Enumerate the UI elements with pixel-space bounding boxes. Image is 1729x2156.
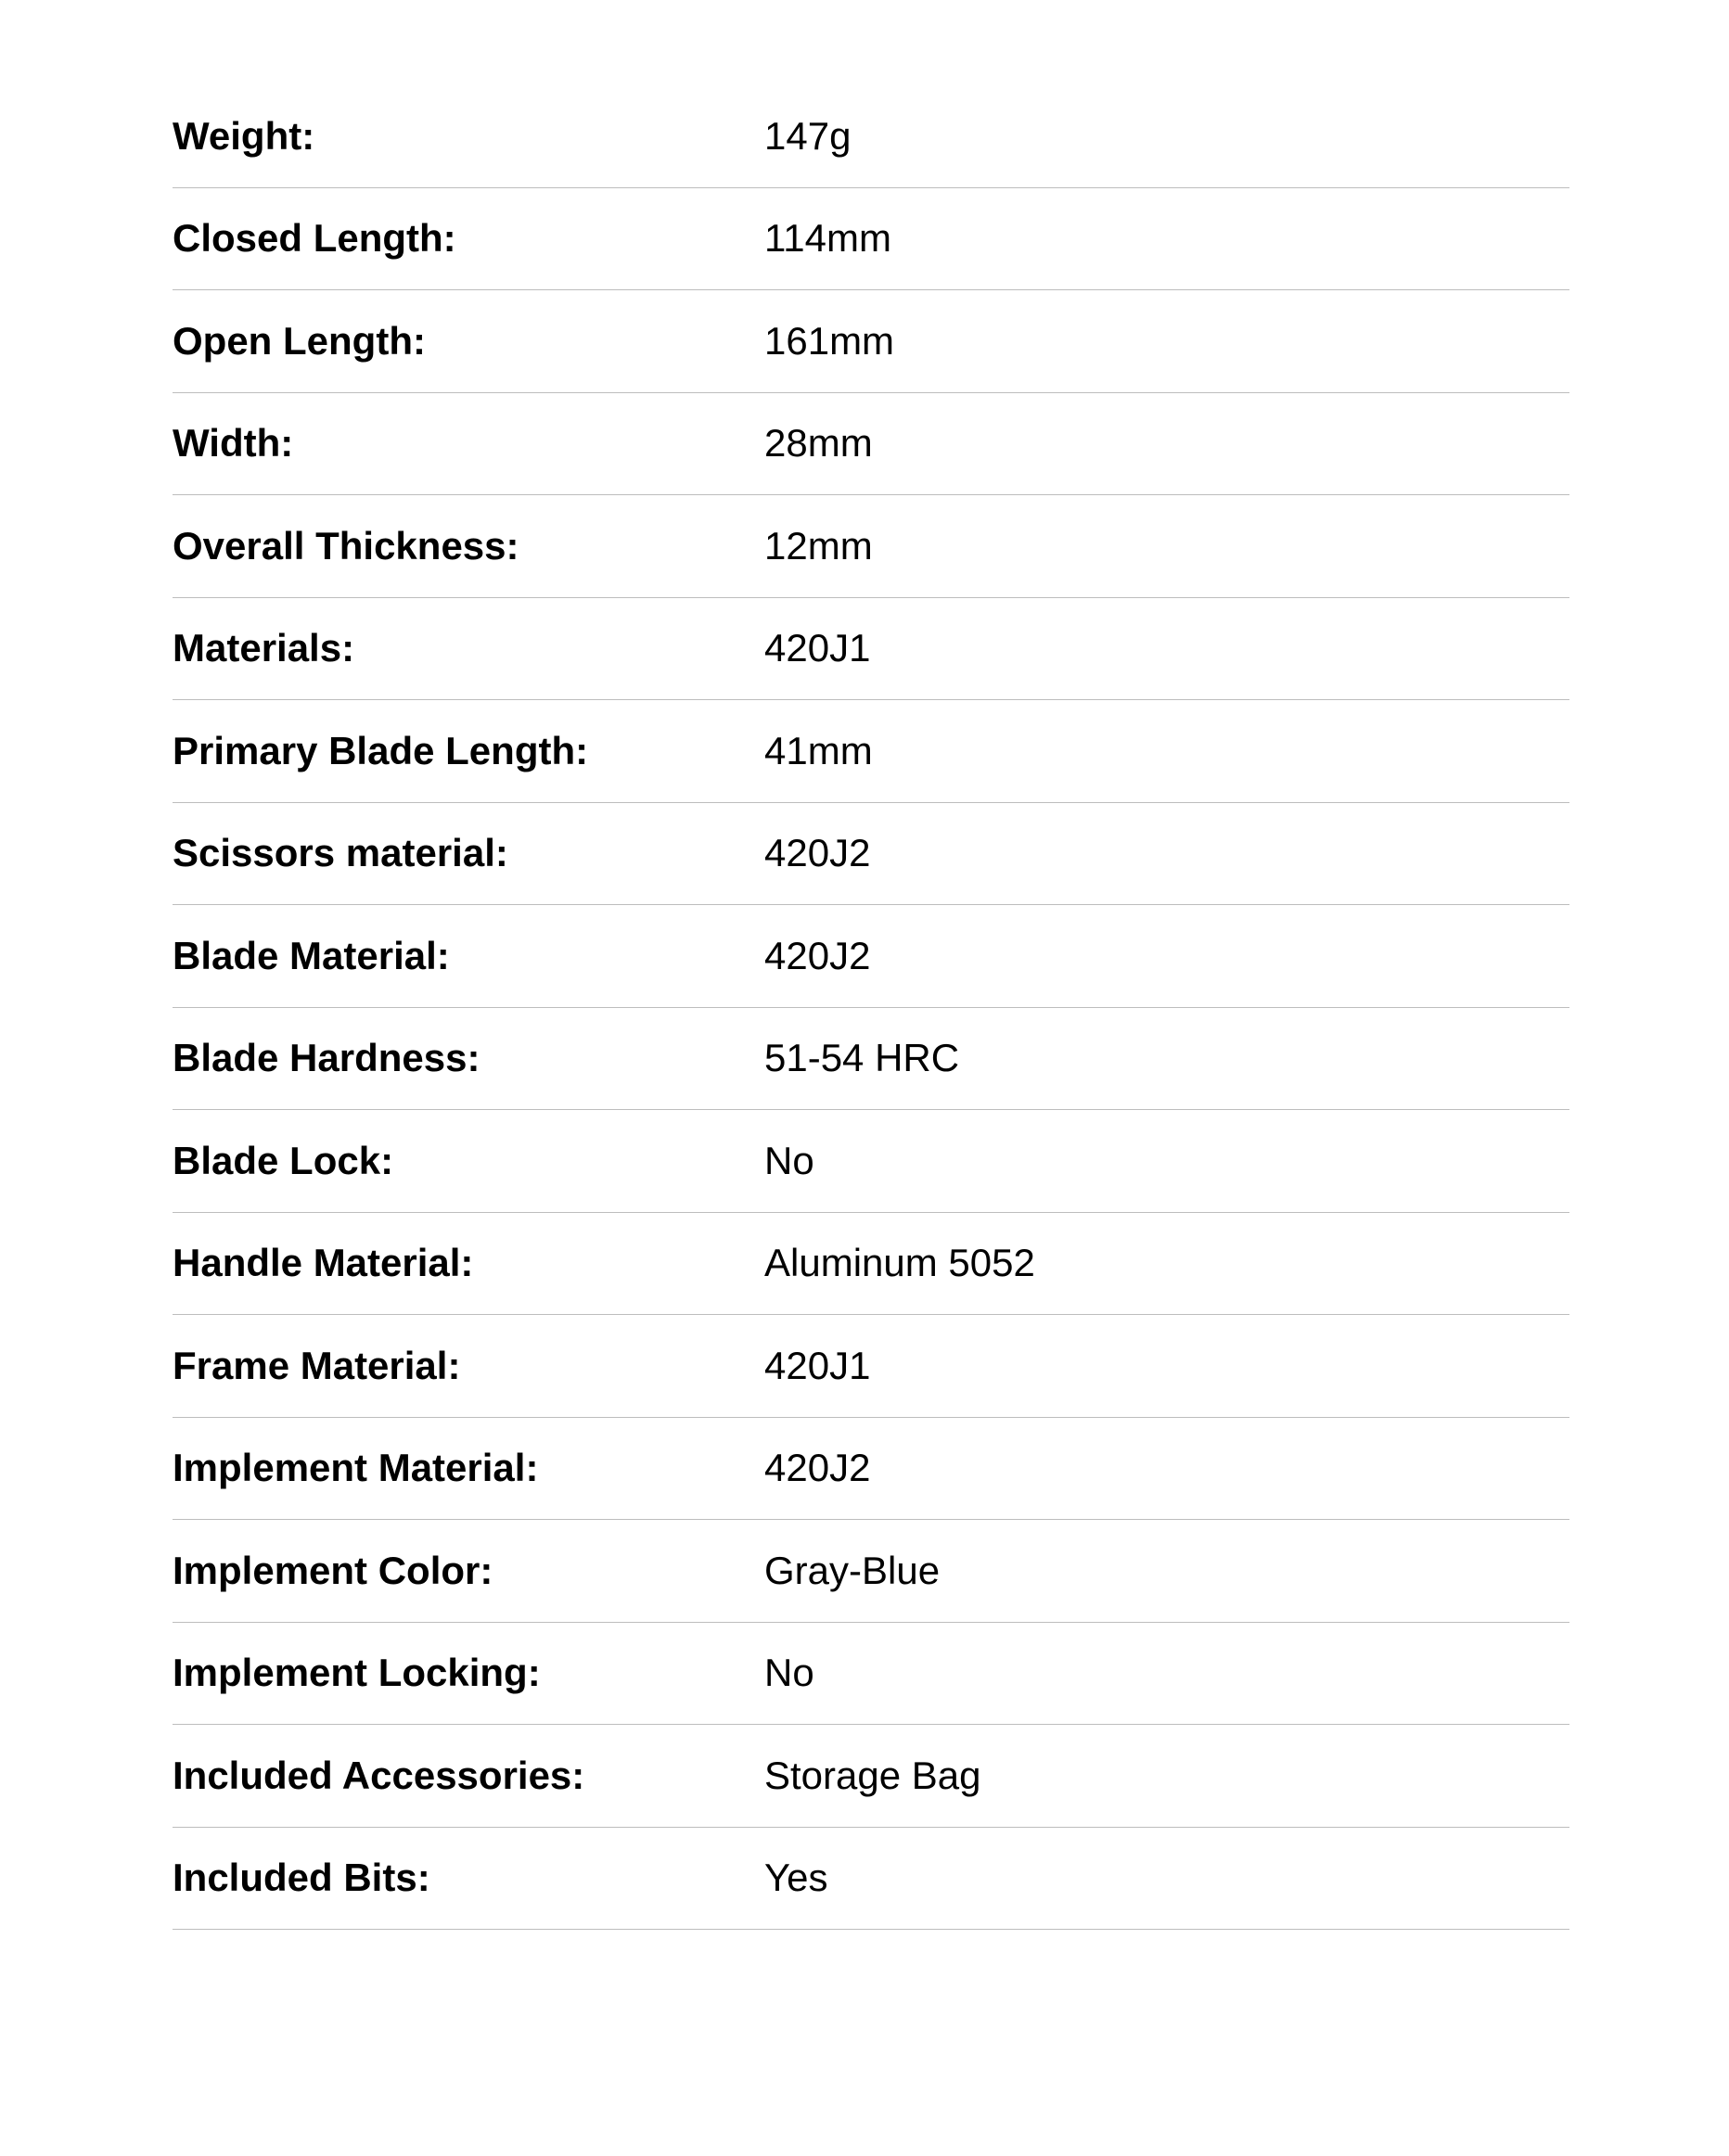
spec-label: Blade Lock: [173,1138,394,1182]
spec-label: Implement Locking: [173,1651,541,1695]
spec-table [173,85,1569,1930]
spec-value: 420J1 [764,1343,871,1387]
spec-row-open-length [173,290,1569,393]
spec-row-closed-length [173,188,1569,291]
spec-value: Gray-Blue [764,1548,941,1592]
spec-row-primary-blade-length [173,700,1569,803]
spec-row-scissors-material [173,803,1569,906]
spec-value: 28mm [764,421,873,466]
spec-label: Closed Length: [173,216,456,261]
spec-row-overall-thickness [173,495,1569,598]
spec-label: Handle Material: [173,1241,474,1285]
spec-row-implement-locking [173,1623,1569,1726]
spec-value: Yes [764,1856,828,1900]
spec-label: Included Bits: [173,1856,430,1900]
spec-value: Storage Bag [764,1753,981,1797]
spec-label: Frame Material: [173,1343,461,1387]
spec-row-handle-material [173,1213,1569,1316]
spec-label: Blade Material: [173,933,450,977]
spec-label: Width: [173,421,294,466]
spec-value: No [764,1138,814,1182]
spec-row-width [173,393,1569,496]
spec-row-weight [173,85,1569,188]
spec-row-blade-hardness [173,1008,1569,1111]
spec-value: 420J2 [764,831,871,875]
spec-label: Materials: [173,626,355,670]
spec-row-blade-lock [173,1110,1569,1213]
spec-label: Implement Material: [173,1446,539,1490]
spec-row-implement-material [173,1418,1569,1521]
spec-label: Scissors material: [173,831,508,875]
spec-label: Included Accessories: [173,1753,585,1797]
spec-label: Weight: [173,113,315,158]
spec-value: 161mm [764,318,895,363]
spec-value: No [764,1651,814,1695]
spec-row-blade-material [173,905,1569,1008]
spec-row-implement-color [173,1520,1569,1623]
spec-value: 51-54 HRC [764,1036,960,1080]
spec-label: Open Length: [173,318,426,363]
spec-row-materials [173,598,1569,701]
spec-row-included-bits [173,1828,1569,1931]
spec-value: 114mm [764,216,891,261]
spec-value: 420J2 [764,1446,871,1490]
spec-value: Aluminum 5052 [764,1241,1035,1285]
spec-label: Primary Blade Length: [173,728,589,772]
spec-value: 41mm [764,728,873,772]
spec-label: Blade Hardness: [173,1036,480,1080]
spec-value: 420J1 [764,626,871,670]
spec-value: 420J2 [764,933,871,977]
spec-label: Implement Color: [173,1548,493,1592]
spec-value: 147g [764,113,852,158]
spec-value: 12mm [764,523,873,568]
spec-label: Overall Thickness: [173,523,519,568]
spec-row-frame-material [173,1315,1569,1418]
spec-row-included-accessories [173,1725,1569,1828]
